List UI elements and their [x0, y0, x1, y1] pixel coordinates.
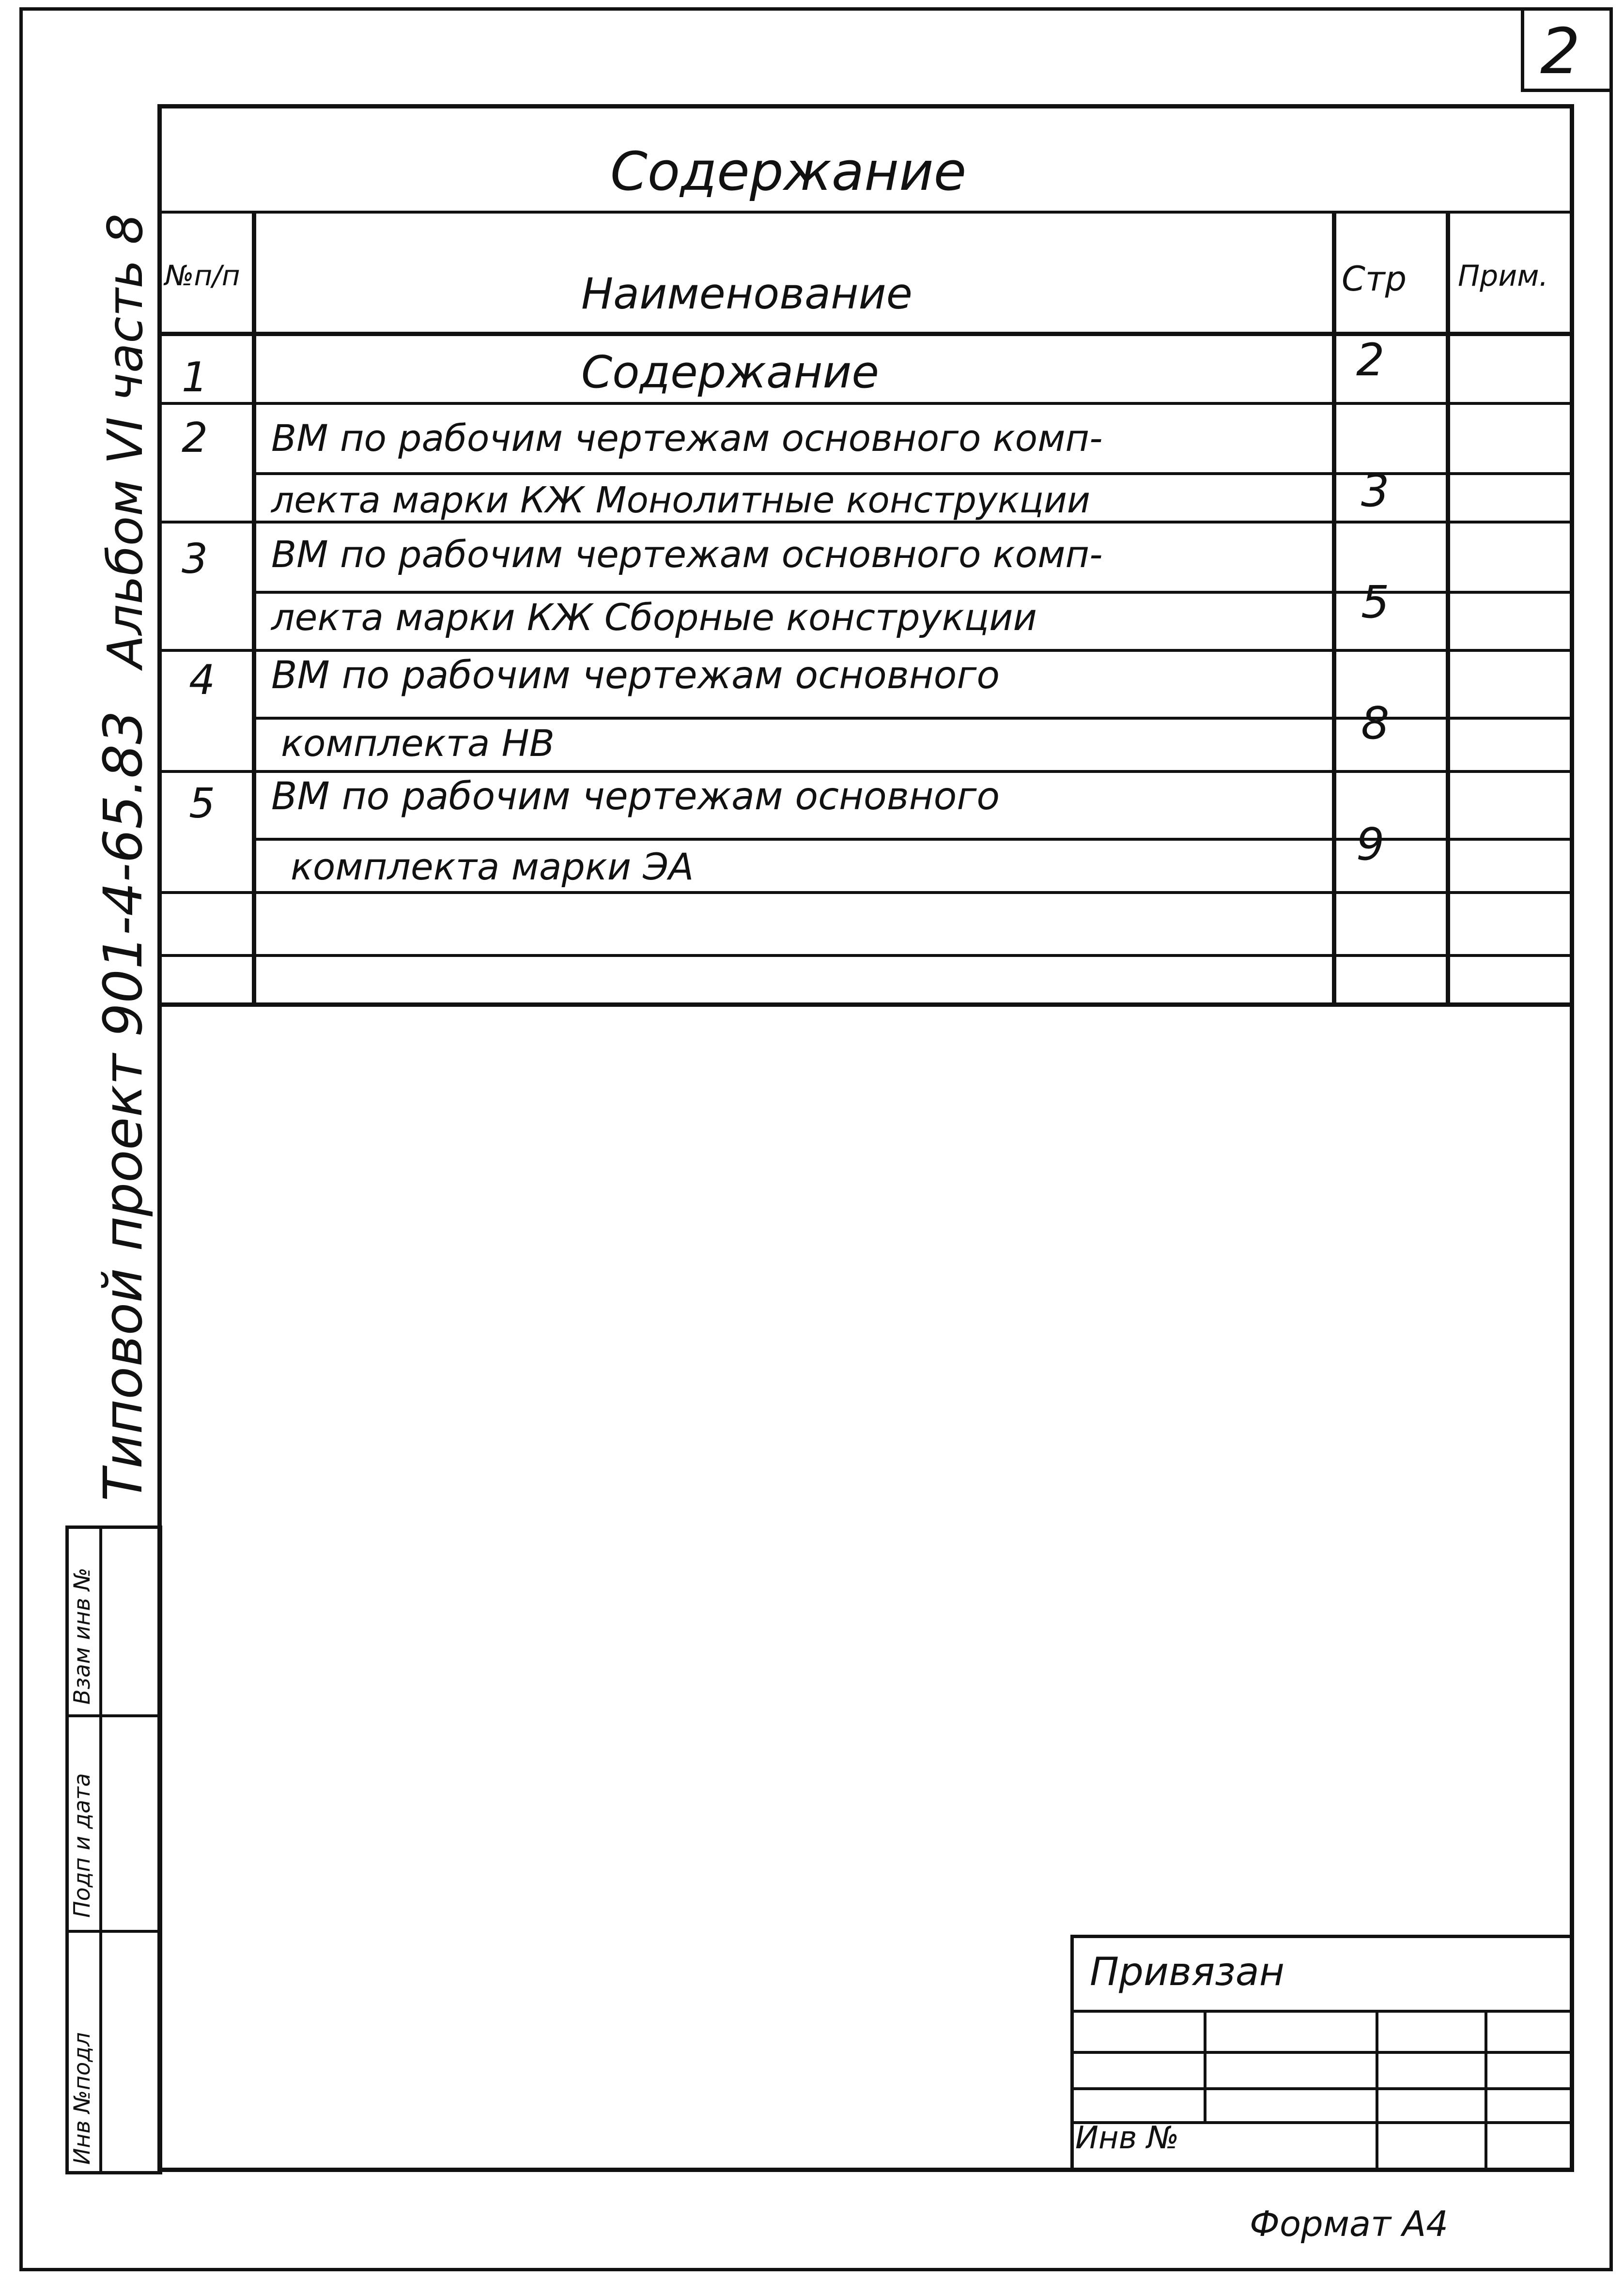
- header-page: Стр: [1342, 259, 1407, 299]
- row-line: [157, 954, 1574, 957]
- inv-orig-label: Инв №подл: [69, 2032, 95, 2165]
- header-name: Наименование: [581, 269, 913, 319]
- row-5-page: 9: [1356, 818, 1385, 870]
- row-4-page: 8: [1361, 697, 1390, 749]
- row-2-name-line-2: лекта марки КЖ Монолитные конструкции: [271, 479, 1091, 521]
- row-4-name-line-2: комплекта НВ: [281, 722, 555, 765]
- row-3-page: 5: [1361, 576, 1390, 628]
- binding-divider: [1485, 2010, 1487, 2172]
- binding-divider: [1376, 2010, 1378, 2172]
- row-4-num: 4: [189, 656, 216, 704]
- column-line: [1446, 211, 1450, 1005]
- row-3-num: 3: [182, 535, 208, 583]
- binding-line: [1070, 2051, 1574, 2054]
- album-label: Альбом VI часть 8: [97, 214, 154, 668]
- row-line: [157, 770, 1574, 773]
- binding-inv-label: Инв №: [1075, 2120, 1179, 2156]
- stamp-strip-divider: [99, 1525, 102, 2174]
- stamp-strip-line: [65, 1714, 162, 1717]
- row-line: [157, 649, 1574, 652]
- table-top-line: [157, 211, 1574, 214]
- row-3-name-line-2: лекта марки КЖ Сборные конструкции: [271, 596, 1037, 639]
- column-line: [252, 211, 256, 1005]
- binding-line: [1070, 2087, 1574, 2090]
- row-2-page: 3: [1361, 465, 1390, 517]
- header-num: №п/п: [165, 259, 240, 292]
- binding-line: [1070, 2010, 1574, 2013]
- document-title: Содержание: [610, 140, 967, 202]
- row-1-page: 2: [1356, 334, 1385, 386]
- main-frame: [157, 104, 1574, 2172]
- row-line: [157, 891, 1574, 894]
- row-2-num: 2: [182, 414, 208, 462]
- sheet-number: 2: [1540, 15, 1580, 88]
- row-4-name-line-1: ВМ по рабочим чертежам основного: [271, 654, 1000, 697]
- row-3-name-line-1: ВМ по рабочим чертежам основного комп-: [271, 533, 1103, 576]
- stamp-strip-line: [65, 1930, 162, 1933]
- sign-date-label: Подп и дата: [69, 1773, 95, 1918]
- row-5-name-line-2: комплекта марки ЭА: [291, 845, 694, 888]
- binding-title: Привязан: [1090, 1949, 1285, 1994]
- replace-inv-label: Взам инв №: [69, 1567, 95, 1705]
- header-note: Прим.: [1458, 259, 1548, 293]
- row-1-num: 1: [182, 354, 208, 401]
- table-bottom-line: [157, 1002, 1574, 1007]
- column-line: [1332, 211, 1336, 1005]
- project-label: Типовой проект 901-4-65.83: [92, 710, 154, 1501]
- row-line: [157, 402, 1574, 405]
- binding-divider: [1204, 2010, 1206, 2121]
- row-1-name: Содержание: [581, 346, 879, 398]
- row-2-name-line-1: ВМ по рабочим чертежам основного комп-: [271, 416, 1103, 460]
- row-5-name-line-1: ВМ по рабочим чертежам основного: [271, 775, 1000, 818]
- format-label: Формат А4: [1250, 2203, 1449, 2244]
- row-5-num: 5: [189, 780, 216, 828]
